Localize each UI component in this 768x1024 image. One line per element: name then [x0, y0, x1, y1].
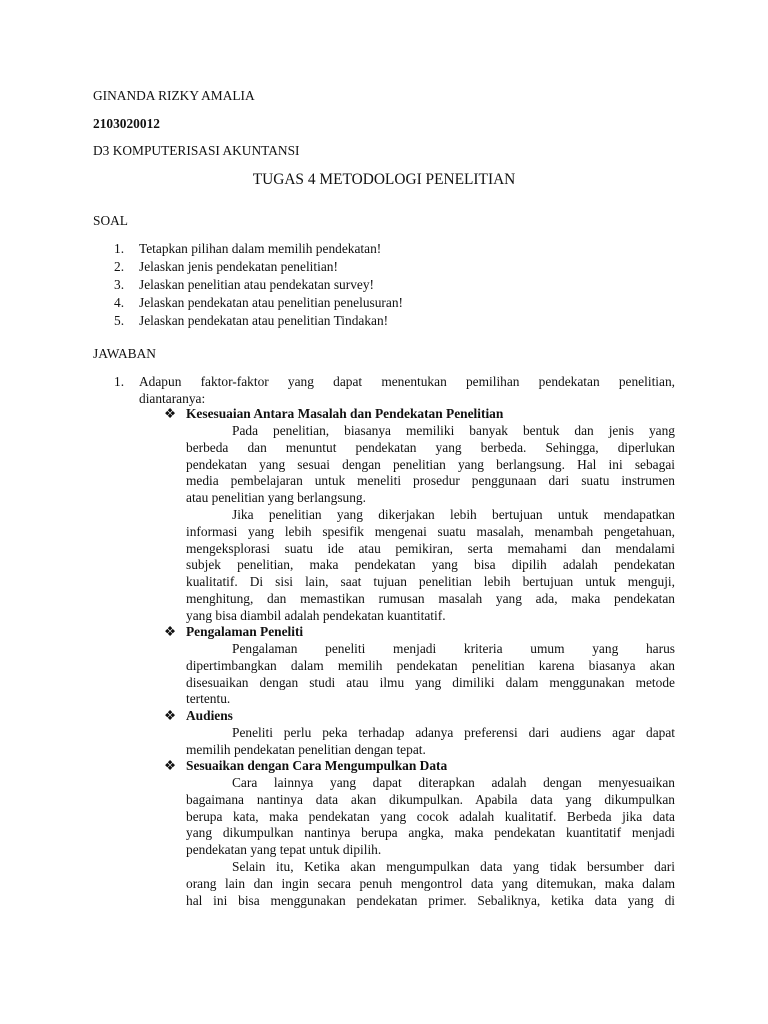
- soal-number: 3.: [114, 277, 125, 292]
- soal-text: Jelaskan pendekatan atau penelitian Tindakan!: [139, 313, 389, 328]
- soal-number: 5.: [114, 313, 125, 328]
- paragraph-line: Peneliti perlu peka terhadap adanya preferensi dari audiens agar dapat: [232, 725, 675, 740]
- paragraph-line: Pengalaman peneliti menjadi kriteria umum yang harus: [232, 641, 675, 656]
- answer-intro-line: Adapun faktor-faktor yang dapat menentukan pemilihan pendekatan penelitian,: [139, 374, 675, 389]
- section-title: Kesesuaian Antara Masalah dan Pendekatan Penelitian: [186, 406, 504, 421]
- diamond-bullet-icon: ❖: [164, 708, 177, 723]
- section-heading: [164, 624, 303, 641]
- study-program: D3 KOMPUTERISASI AKUNTANSI: [93, 143, 300, 158]
- paragraph-line: yang dikumpulkan nantinya berupa angka, maka pendekatan kuantitatif menjadi: [186, 825, 675, 841]
- soal-number: 4.: [114, 295, 125, 310]
- paragraph-line: berupa kata, maka pendekatan yang cocok adalah kualitatif. Berbeda jika data: [186, 808, 675, 824]
- soal-text: Jelaskan jenis pendekatan penelitian!: [139, 259, 338, 274]
- answer-intro-line: diantaranya:: [139, 390, 206, 406]
- paragraph-line: mengeksplorasi suatu ide atau pemikiran, serta memahami dan mendalami: [186, 540, 675, 556]
- paragraph-line: Pada penelitian, biasanya memiliki banyak bentuk dan jenis yang: [232, 423, 675, 438]
- diamond-bullet-icon: ❖: [164, 624, 177, 639]
- diamond-bullet-icon: ❖: [164, 406, 177, 421]
- paragraph-line: pendekatan yang sesuai dengan penelitian yang berlangsung. Hal ini sebagai: [186, 456, 675, 472]
- document-title: TUGAS 4 METODOLOGI PENELITIAN: [252, 171, 516, 188]
- section-title: Audiens: [186, 708, 233, 723]
- paragraph-line: tertentu.: [186, 691, 231, 707]
- paragraph-line: disesuaikan dengan studi atau ilmu yang dimiliki dalam menggunakan metode: [186, 674, 675, 690]
- paragraph-line: media pembelajaran untuk meneliti prosedur penggunaan dari suatu instrumen: [186, 473, 675, 489]
- diamond-bullet-icon: ❖: [164, 758, 177, 773]
- section-body: [186, 423, 675, 625]
- soal-text: Jelaskan pendekatan atau penelitian penelusuran!: [139, 295, 403, 310]
- paragraph-line: orang lain dan ingin secara penuh mengontrol data yang ditemukan, maka dalam: [186, 875, 675, 891]
- section-title: Sesuaikan dengan Cara Mengumpulkan Data: [186, 758, 448, 773]
- section-heading: [164, 708, 233, 725]
- soal-heading: SOAL: [93, 213, 128, 228]
- section-body: [186, 775, 675, 909]
- section-heading: [164, 406, 503, 423]
- soal-text: Jelaskan penelitian atau pendekatan survey!: [139, 277, 374, 292]
- answer-intro: [139, 374, 675, 408]
- soal-number: 2.: [114, 259, 125, 274]
- paragraph-line: kualitatif. Di sisi lain, saat tujuan penelitian lebih bertujuan untuk menguji,: [186, 574, 675, 590]
- paragraph-line: atau penelitian yang berlangsung.: [186, 490, 366, 506]
- paragraph-line: berbeda dan menuntut pendekatan yang berbeda. Sehingga, diperlukan: [186, 439, 675, 455]
- jawaban-heading: JAWABAN: [93, 346, 156, 361]
- paragraph-line: yang bisa diambil adalah pendekatan kuantitatif.: [186, 607, 446, 623]
- paragraph-line: Cara lainnya yang dapat diterapkan adalah dengan menyesuaikan: [232, 775, 675, 790]
- student-id: 2103020012: [93, 116, 160, 131]
- paragraph-line: memilih pendekatan penelitian dengan tepat.: [186, 741, 426, 757]
- paragraph-line: pendekatan yang tepat untuk dipilih.: [186, 842, 382, 858]
- author-name: GINANDA RIZKY AMALIA: [93, 88, 255, 103]
- answer-number: 1.: [114, 374, 125, 389]
- section-title: Pengalaman Peneliti: [186, 624, 304, 639]
- paragraph-line: hal ini bisa menggunakan pendekatan primer. Sebaliknya, ketika data yang di: [186, 892, 675, 908]
- soal-text: Tetapkan pilihan dalam memilih pendekatan!: [139, 241, 382, 256]
- paragraph-line: Jika penelitian yang dikerjakan lebih bertujuan untuk mendapatkan: [232, 506, 675, 522]
- paragraph-line: bagaimana nantinya data akan dikumpulkan. Apabila data yang dikumpulkan: [186, 791, 675, 807]
- paragraph-line: dipertimbangkan dalam memilih pendekatan penelitian karena biasanya akan: [186, 657, 675, 673]
- paragraph-line: informasi yang lebih spesifik mengenai suatu masalah, menambah pengetahuan,: [186, 523, 675, 539]
- paragraph-line: menghitung, dan memastikan rumusan masalah yang ada, maka pendekatan: [186, 590, 675, 606]
- section-body: [186, 641, 675, 708]
- section-heading: [164, 758, 447, 775]
- paragraph-line: Selain itu, Ketika akan mengumpulkan data yang tidak bersumber dari: [232, 858, 675, 874]
- section-body: [186, 725, 675, 759]
- paragraph-line: subjek penelitian, maka pendekatan yang bisa dipilih adalah pendekatan: [186, 557, 675, 573]
- soal-number: 1.: [114, 241, 125, 256]
